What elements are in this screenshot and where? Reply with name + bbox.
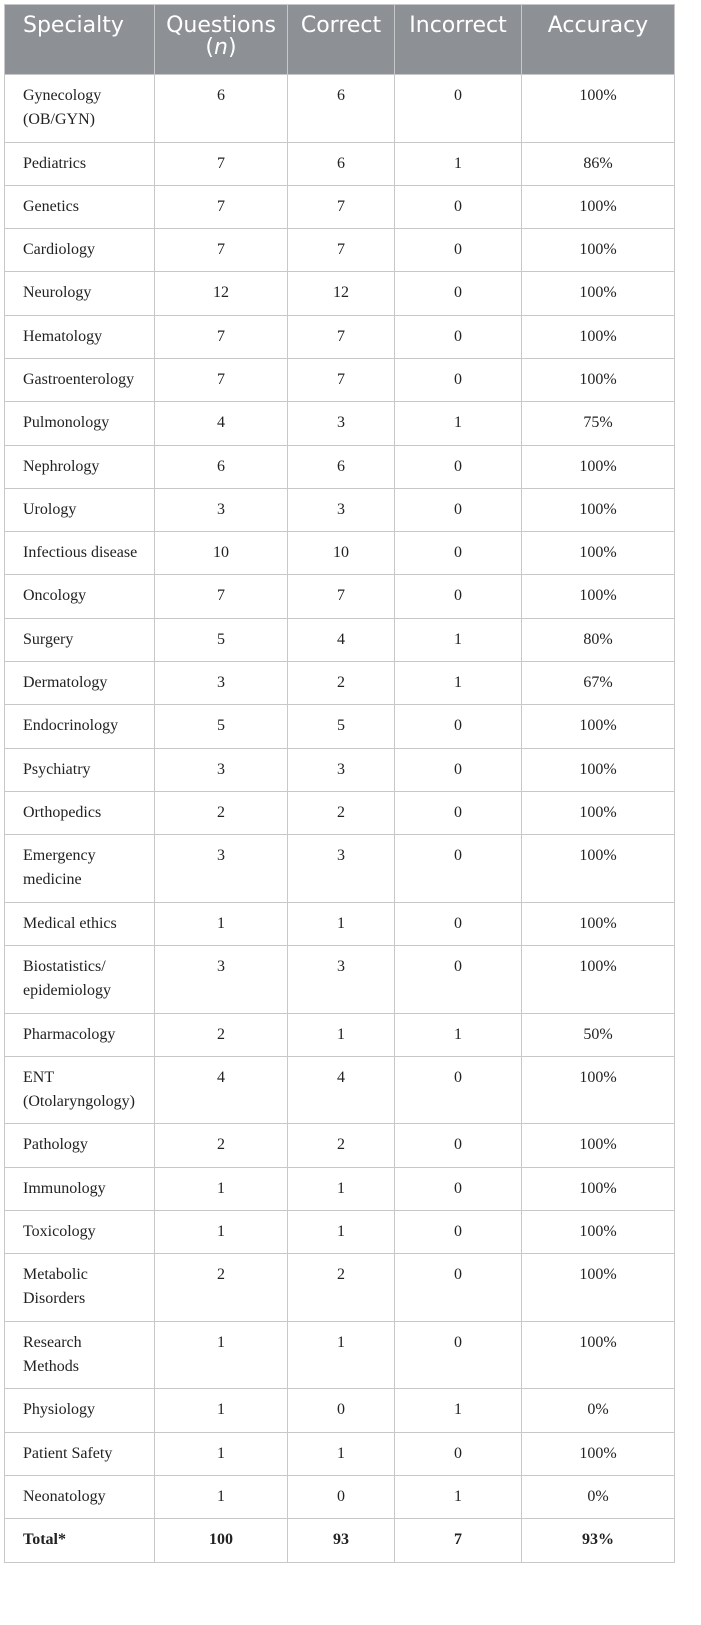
correct-cell: 7 bbox=[288, 358, 395, 401]
specialty-name-line: Pulmonology bbox=[23, 414, 110, 432]
specialty-name-line: Oncology bbox=[23, 587, 87, 605]
accuracy-cell: 100% bbox=[522, 488, 675, 531]
incorrect-cell: 0 bbox=[395, 75, 522, 143]
total-label-cell: Total* bbox=[5, 1519, 155, 1563]
incorrect-cell: 0 bbox=[395, 445, 522, 488]
incorrect-cell: 0 bbox=[395, 1056, 522, 1124]
questions-cell: 1 bbox=[155, 902, 288, 945]
incorrect-cell: 1 bbox=[395, 662, 522, 705]
incorrect-cell: 0 bbox=[395, 1210, 522, 1253]
correct-cell: 1 bbox=[288, 1432, 395, 1475]
table-row bbox=[5, 445, 675, 488]
specialty-name-line: Metabolic bbox=[23, 1266, 88, 1284]
correct-cell: 2 bbox=[288, 662, 395, 705]
correct-cell: 4 bbox=[288, 1056, 395, 1124]
specialty-cell bbox=[5, 1389, 155, 1432]
specialty-cell bbox=[5, 902, 155, 945]
correct-cell: 4 bbox=[288, 618, 395, 661]
accuracy-cell: 75% bbox=[522, 402, 675, 445]
incorrect-cell: 0 bbox=[395, 185, 522, 228]
table-row bbox=[5, 705, 675, 748]
table-row bbox=[5, 142, 675, 185]
total-incorrect-cell: 7 bbox=[395, 1519, 522, 1563]
specialty-name-line: ENT bbox=[23, 1068, 55, 1086]
correct-cell: 1 bbox=[288, 1167, 395, 1210]
accuracy-cell: 100% bbox=[522, 575, 675, 618]
specialty-name-line: Methods bbox=[23, 1357, 79, 1375]
accuracy-cell: 67% bbox=[522, 662, 675, 705]
specialty-name-line: Cardiology bbox=[23, 241, 95, 259]
table-row bbox=[5, 1254, 675, 1322]
questions-cell: 3 bbox=[155, 488, 288, 531]
header-questions-label: Questions bbox=[166, 13, 276, 38]
correct-cell: 0 bbox=[288, 1389, 395, 1432]
correct-cell: 7 bbox=[288, 229, 395, 272]
total-correct-cell: 93 bbox=[288, 1519, 395, 1563]
specialty-cell bbox=[5, 142, 155, 185]
specialty-cell bbox=[5, 185, 155, 228]
specialty-cell bbox=[5, 358, 155, 401]
table-row bbox=[5, 272, 675, 315]
specialty-name-line: (Otolaryngology) bbox=[23, 1092, 135, 1110]
table-body bbox=[5, 75, 675, 1563]
header-row bbox=[5, 5, 675, 75]
header-specialty: Specialty bbox=[5, 5, 155, 75]
specialty-name-line: medicine bbox=[23, 871, 82, 889]
accuracy-cell: 50% bbox=[522, 1013, 675, 1056]
specialty-name-line: Toxicology bbox=[23, 1222, 96, 1240]
specialty-name-line: Urology bbox=[23, 500, 77, 518]
accuracy-cell: 100% bbox=[522, 315, 675, 358]
total-questions-cell: 100 bbox=[155, 1519, 288, 1563]
specialty-name-line: Emergency bbox=[23, 847, 96, 865]
header-accuracy: Accuracy bbox=[522, 5, 675, 75]
specialty-cell bbox=[5, 272, 155, 315]
incorrect-cell: 0 bbox=[395, 1167, 522, 1210]
specialty-cell bbox=[5, 575, 155, 618]
specialty-cell bbox=[5, 1432, 155, 1475]
incorrect-cell: 0 bbox=[395, 1321, 522, 1389]
questions-cell: 2 bbox=[155, 1013, 288, 1056]
table-row bbox=[5, 1124, 675, 1167]
correct-cell: 1 bbox=[288, 1210, 395, 1253]
questions-cell: 2 bbox=[155, 1254, 288, 1322]
correct-cell: 1 bbox=[288, 1013, 395, 1056]
incorrect-cell: 0 bbox=[395, 1254, 522, 1322]
accuracy-cell: 86% bbox=[522, 142, 675, 185]
table-row bbox=[5, 358, 675, 401]
questions-cell: 12 bbox=[155, 272, 288, 315]
table-row bbox=[5, 618, 675, 661]
questions-cell: 1 bbox=[155, 1389, 288, 1432]
table-row bbox=[5, 835, 675, 903]
incorrect-cell: 0 bbox=[395, 488, 522, 531]
correct-cell: 3 bbox=[288, 748, 395, 791]
specialty-cell bbox=[5, 315, 155, 358]
accuracy-cell: 100% bbox=[522, 791, 675, 834]
header-incorrect: Incorrect bbox=[395, 5, 522, 75]
accuracy-cell: 100% bbox=[522, 1124, 675, 1167]
specialty-cell bbox=[5, 1056, 155, 1124]
correct-cell: 10 bbox=[288, 532, 395, 575]
accuracy-cell: 100% bbox=[522, 445, 675, 488]
correct-cell: 2 bbox=[288, 1254, 395, 1322]
correct-cell: 3 bbox=[288, 402, 395, 445]
specialty-name-line: epidemiology bbox=[23, 982, 111, 1000]
accuracy-cell: 100% bbox=[522, 1321, 675, 1389]
total-accuracy-cell: 93% bbox=[522, 1519, 675, 1563]
table-row bbox=[5, 488, 675, 531]
correct-cell: 7 bbox=[288, 575, 395, 618]
specialty-name-line: Disorders bbox=[23, 1290, 86, 1308]
correct-cell: 1 bbox=[288, 902, 395, 945]
questions-cell: 5 bbox=[155, 618, 288, 661]
incorrect-cell: 1 bbox=[395, 142, 522, 185]
specialty-name-line: Hematology bbox=[23, 327, 103, 345]
accuracy-cell: 100% bbox=[522, 272, 675, 315]
table-row bbox=[5, 575, 675, 618]
table-row bbox=[5, 1056, 675, 1124]
table-row bbox=[5, 946, 675, 1014]
questions-cell: 6 bbox=[155, 445, 288, 488]
specialty-cell bbox=[5, 75, 155, 143]
questions-cell: 7 bbox=[155, 142, 288, 185]
correct-cell: 0 bbox=[288, 1475, 395, 1518]
incorrect-cell: 0 bbox=[395, 229, 522, 272]
specialty-cell bbox=[5, 946, 155, 1014]
specialty-cell bbox=[5, 662, 155, 705]
specialty-name-line: Neonatology bbox=[23, 1487, 106, 1505]
incorrect-cell: 1 bbox=[395, 402, 522, 445]
incorrect-cell: 0 bbox=[395, 358, 522, 401]
accuracy-cell: 0% bbox=[522, 1475, 675, 1518]
accuracy-cell: 100% bbox=[522, 1056, 675, 1124]
specialty-name-line: Surgery bbox=[23, 630, 74, 648]
questions-cell: 4 bbox=[155, 1056, 288, 1124]
incorrect-cell: 0 bbox=[395, 575, 522, 618]
specialty-cell bbox=[5, 618, 155, 661]
table-row bbox=[5, 662, 675, 705]
correct-cell: 5 bbox=[288, 705, 395, 748]
specialty-cell bbox=[5, 1321, 155, 1389]
specialty-cell bbox=[5, 402, 155, 445]
specialty-accuracy-table-container bbox=[4, 4, 674, 1563]
specialty-cell bbox=[5, 705, 155, 748]
specialty-name-line: Gynecology bbox=[23, 87, 102, 104]
table-row bbox=[5, 1475, 675, 1518]
correct-cell: 3 bbox=[288, 488, 395, 531]
questions-cell: 3 bbox=[155, 946, 288, 1014]
correct-cell: 1 bbox=[288, 1321, 395, 1389]
correct-cell: 7 bbox=[288, 315, 395, 358]
incorrect-cell: 0 bbox=[395, 902, 522, 945]
table-row bbox=[5, 532, 675, 575]
incorrect-cell: 0 bbox=[395, 1124, 522, 1167]
accuracy-cell: 100% bbox=[522, 835, 675, 903]
accuracy-cell: 100% bbox=[522, 75, 675, 143]
specialty-name-line: Nephrology bbox=[23, 457, 100, 475]
accuracy-cell: 100% bbox=[522, 902, 675, 945]
questions-cell: 4 bbox=[155, 402, 288, 445]
questions-cell: 1 bbox=[155, 1210, 288, 1253]
questions-cell: 7 bbox=[155, 358, 288, 401]
specialty-cell bbox=[5, 1013, 155, 1056]
specialty-name-line: Research bbox=[23, 1333, 82, 1351]
specialty-name-line: (OB/GYN) bbox=[23, 111, 95, 128]
accuracy-cell: 100% bbox=[522, 946, 675, 1014]
specialty-name-line: Pharmacology bbox=[23, 1025, 116, 1043]
specialty-name-line: Immunology bbox=[23, 1179, 106, 1197]
correct-cell: 2 bbox=[288, 1124, 395, 1167]
accuracy-cell: 100% bbox=[522, 358, 675, 401]
specialty-name-line: Gastroenterology bbox=[23, 370, 135, 388]
incorrect-cell: 0 bbox=[395, 946, 522, 1014]
accuracy-cell: 100% bbox=[522, 532, 675, 575]
table-row bbox=[5, 75, 675, 143]
specialty-cell bbox=[5, 791, 155, 834]
specialty-cell bbox=[5, 1167, 155, 1210]
incorrect-cell: 0 bbox=[395, 748, 522, 791]
header-questions-n: n bbox=[214, 35, 228, 60]
table-row bbox=[5, 229, 675, 272]
accuracy-cell: 100% bbox=[522, 705, 675, 748]
specialty-cell bbox=[5, 488, 155, 531]
questions-cell: 7 bbox=[155, 229, 288, 272]
accuracy-cell: 100% bbox=[522, 1210, 675, 1253]
accuracy-cell: 100% bbox=[522, 1254, 675, 1322]
table-header bbox=[5, 5, 675, 75]
incorrect-cell: 0 bbox=[395, 532, 522, 575]
specialty-name-line: Medical ethics bbox=[23, 914, 117, 932]
incorrect-cell: 1 bbox=[395, 1389, 522, 1432]
specialty-name-line: Neurology bbox=[23, 284, 92, 302]
specialty-cell bbox=[5, 229, 155, 272]
questions-cell: 7 bbox=[155, 185, 288, 228]
correct-cell: 3 bbox=[288, 946, 395, 1014]
accuracy-cell: 100% bbox=[522, 1167, 675, 1210]
incorrect-cell: 0 bbox=[395, 835, 522, 903]
table-row bbox=[5, 1167, 675, 1210]
questions-cell: 7 bbox=[155, 315, 288, 358]
specialty-name-line: Orthopedics bbox=[23, 803, 102, 821]
questions-cell: 1 bbox=[155, 1167, 288, 1210]
correct-cell: 2 bbox=[288, 791, 395, 834]
specialty-name-line: Infectious disease bbox=[23, 544, 138, 562]
specialty-name-line: Endocrinology bbox=[23, 717, 119, 735]
specialty-cell bbox=[5, 748, 155, 791]
questions-cell: 6 bbox=[155, 75, 288, 143]
specialty-name-line: Physiology bbox=[23, 1401, 96, 1419]
correct-cell: 6 bbox=[288, 75, 395, 143]
table-row bbox=[5, 402, 675, 445]
accuracy-cell: 0% bbox=[522, 1389, 675, 1432]
specialty-cell bbox=[5, 1124, 155, 1167]
questions-cell: 10 bbox=[155, 532, 288, 575]
specialty-cell bbox=[5, 532, 155, 575]
specialty-name-line: Psychiatry bbox=[23, 760, 91, 778]
incorrect-cell: 0 bbox=[395, 1432, 522, 1475]
accuracy-cell: 100% bbox=[522, 185, 675, 228]
table-row bbox=[5, 1321, 675, 1389]
header-questions: Questions (n) bbox=[155, 5, 288, 75]
table-row bbox=[5, 1432, 675, 1475]
questions-cell: 2 bbox=[155, 1124, 288, 1167]
correct-cell: 12 bbox=[288, 272, 395, 315]
accuracy-cell: 100% bbox=[522, 748, 675, 791]
table-row bbox=[5, 748, 675, 791]
table-row bbox=[5, 185, 675, 228]
incorrect-cell: 0 bbox=[395, 315, 522, 358]
table-row bbox=[5, 1210, 675, 1253]
table-row bbox=[5, 315, 675, 358]
accuracy-cell: 100% bbox=[522, 1432, 675, 1475]
questions-cell: 2 bbox=[155, 791, 288, 834]
header-correct: Correct bbox=[288, 5, 395, 75]
questions-cell: 7 bbox=[155, 575, 288, 618]
total-row bbox=[5, 1519, 675, 1563]
specialty-name-line: Biostatistics/ bbox=[23, 958, 106, 976]
specialty-cell bbox=[5, 835, 155, 903]
accuracy-cell: 80% bbox=[522, 618, 675, 661]
incorrect-cell: 1 bbox=[395, 1013, 522, 1056]
specialty-accuracy-table bbox=[4, 4, 675, 1563]
questions-cell: 1 bbox=[155, 1432, 288, 1475]
questions-cell: 3 bbox=[155, 835, 288, 903]
specialty-name-line: Pediatrics bbox=[23, 154, 87, 172]
questions-cell: 1 bbox=[155, 1475, 288, 1518]
specialty-cell bbox=[5, 1254, 155, 1322]
specialty-name-line: Pathology bbox=[23, 1136, 88, 1154]
incorrect-cell: 0 bbox=[395, 791, 522, 834]
incorrect-cell: 1 bbox=[395, 1475, 522, 1518]
table-row bbox=[5, 1389, 675, 1432]
table-row bbox=[5, 791, 675, 834]
specialty-name-line: Genetics bbox=[23, 197, 79, 215]
correct-cell: 3 bbox=[288, 835, 395, 903]
table-row bbox=[5, 1013, 675, 1056]
correct-cell: 6 bbox=[288, 142, 395, 185]
specialty-cell bbox=[5, 1210, 155, 1253]
incorrect-cell: 0 bbox=[395, 272, 522, 315]
table-row bbox=[5, 902, 675, 945]
specialty-name-line: Dermatology bbox=[23, 674, 108, 692]
accuracy-cell: 100% bbox=[522, 229, 675, 272]
specialty-cell bbox=[5, 1475, 155, 1518]
questions-cell: 3 bbox=[155, 748, 288, 791]
specialty-name-line: Patient Safety bbox=[23, 1444, 113, 1462]
questions-cell: 5 bbox=[155, 705, 288, 748]
correct-cell: 7 bbox=[288, 185, 395, 228]
correct-cell: 6 bbox=[288, 445, 395, 488]
questions-cell: 3 bbox=[155, 662, 288, 705]
incorrect-cell: 0 bbox=[395, 705, 522, 748]
specialty-cell bbox=[5, 445, 155, 488]
incorrect-cell: 1 bbox=[395, 618, 522, 661]
questions-cell: 1 bbox=[155, 1321, 288, 1389]
